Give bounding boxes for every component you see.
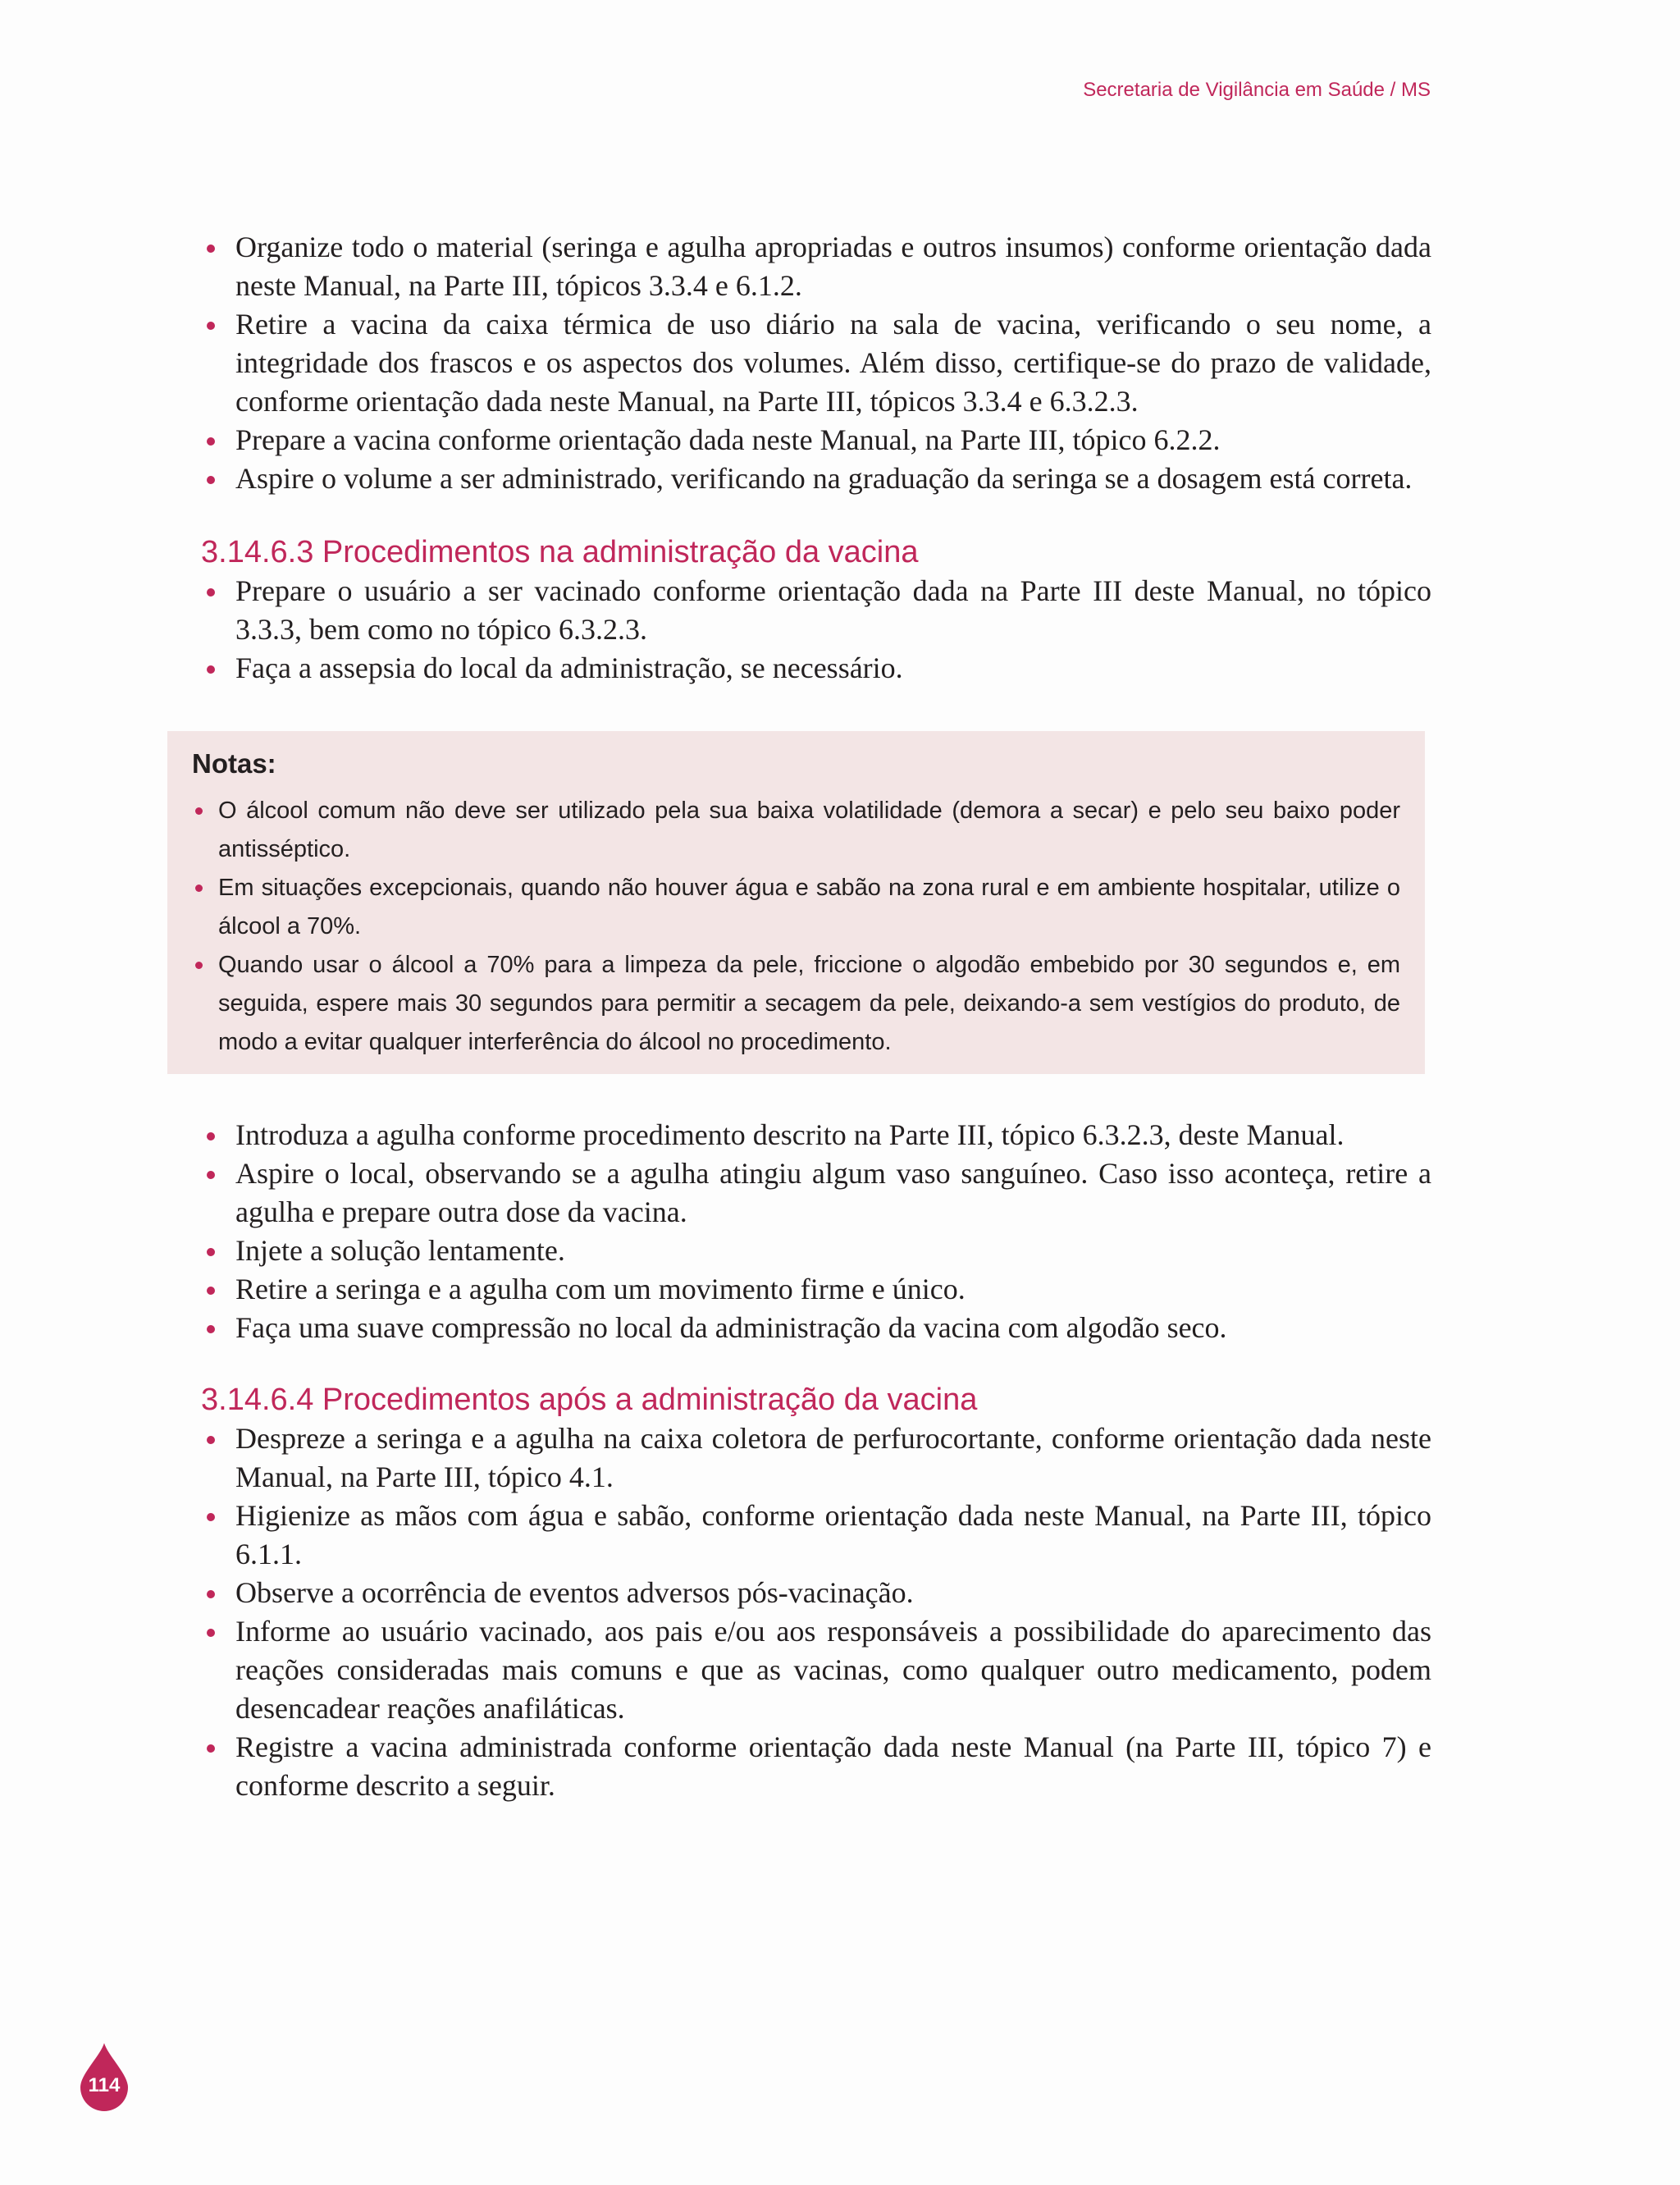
administration-prep-list (201, 572, 1431, 688)
list-item: Aspire o local, observando se a agulha atingiu algum vaso sanguíneo. Caso isso aconteça, retire a agulha e prepare outra dose da vacina. (201, 1154, 1431, 1232)
list-item: Faça a assepsia do local da administração, se necessário. (201, 649, 1431, 688)
list-item: Injete a solução lentamente. (201, 1232, 1431, 1270)
list-item: Aspire o volume a ser administrado, verificando na graduação da seringa se a dosagem está correta. (201, 459, 1431, 498)
administration-procedures-section (201, 533, 1431, 688)
list-item: Retire a seringa e a agulha com um movimento firme e único. (201, 1270, 1431, 1309)
list-item: Informe ao usuário vacinado, aos pais e/ou aos responsáveis a possibilidade do aparecimento das reações consideradas mais comuns e que as vacinas, como qualquer outro medicamento, podem desencadear reações anafiláticas. (201, 1612, 1431, 1728)
post-administration-list (201, 1419, 1431, 1805)
list-item: Prepare a vacina conforme orientação dada neste Manual, na Parte III, tópico 6.2.2. (201, 421, 1431, 459)
note-item: Em situações excepcionais, quando não houver água e sabão na zona rural e em ambiente hospitalar, utilize o álcool a 70%. (192, 869, 1400, 946)
preparation-list (201, 228, 1431, 498)
notes-list (192, 792, 1400, 1062)
list-item: Higienize as mãos com água e sabão, conforme orientação dada neste Manual, na Parte III, tópico 6.1.1. (201, 1497, 1431, 1574)
list-item: Observe a ocorrência de eventos adversos pós-vacinação. (201, 1574, 1431, 1612)
notes-title: Notas: (192, 748, 276, 779)
list-item: Prepare o usuário a ser vacinado conforme orientação dada na Parte III deste Manual, no tópico 3.3.3, bem como no tópico 6.3.2.3. (201, 572, 1431, 649)
page-number: 114 (88, 2074, 121, 2096)
list-item: Faça uma suave compressão no local da administração da vacina com algodão seco. (201, 1309, 1431, 1347)
list-item: Introduza a agulha conforme procedimento descrito na Parte III, tópico 6.3.2.3, deste Manual. (201, 1116, 1431, 1154)
preparation-section (201, 228, 1431, 498)
administration-list (201, 1116, 1431, 1347)
running-header: Secretaria de Vigilância em Saúde / MS (1083, 79, 1431, 101)
list-item: Despreze a seringa e a agulha na caixa coletora de perfurocortante, conforme orientação dada neste Manual, na Parte III, tópico 4.1. (201, 1419, 1431, 1497)
list-item: Registre a vacina administrada conforme orientação dada neste Manual (na Parte III, tópico 7) e conforme descrito a seguir. (201, 1728, 1431, 1805)
post-administration-section (201, 1381, 1431, 1805)
notes-box (167, 731, 1425, 1074)
administration-steps-section (201, 1116, 1431, 1347)
section-heading: 3.14.6.4 Procedimentos após a administração da vacina (201, 1383, 978, 1417)
list-item: Organize todo o material (seringa e agulha apropriadas e outros insumos) conforme orientação dada neste Manual, na Parte III, tópicos 3.3.4 e 6.1.2. (201, 228, 1431, 305)
list-item: Retire a vacina da caixa térmica de uso diário na sala de vacina, verificando o seu nome, a integridade dos frascos e os aspectos dos volumes. Além disso, certifique-se do prazo de validade, conforme orientação dada neste Manual, na Parte III, tópicos 3.3.4 e 6.3.2.3. (201, 305, 1431, 421)
page-number-badge (79, 2041, 130, 2112)
note-item: Quando usar o álcool a 70% para a limpeza da pele, friccione o algodão embebido por 30 segundos e, em seguida, espere mais 30 segundos para permitir a secagem da pele, deixando-a sem vestígios do produto, de modo a evitar qualquer interferência do álcool no procedimento. (192, 946, 1400, 1062)
section-heading: 3.14.6.3 Procedimentos na administração da vacina (201, 535, 919, 569)
note-item: O álcool comum não deve ser utilizado pela sua baixa volatilidade (demora a secar) e pelo seu baixo poder antisséptico. (192, 792, 1400, 869)
